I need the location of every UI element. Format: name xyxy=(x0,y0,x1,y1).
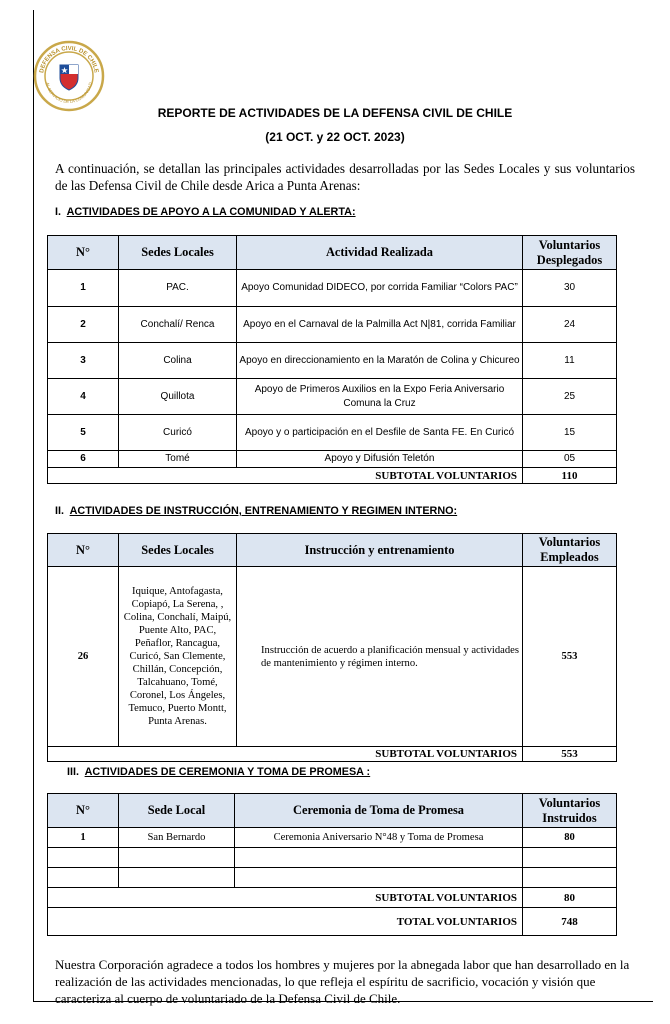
section-2-title: ACTIVIDADES DE INSTRUCCIÓN, ENTRENAMIENTO Y REGIMEN INTERNO: xyxy=(69,505,458,517)
subtotal-row xyxy=(48,468,617,484)
page-border-left xyxy=(33,10,34,1002)
row-actividad: Apoyo en el Carnaval de la Palmilla Act N|81, corrida Familiar xyxy=(237,307,523,343)
table-row-empty xyxy=(48,868,617,888)
row-sedes-list: Iquique, Antofagasta, Copiapó, La Serena, , Colina, Conchalí, Maipú, Puente Alto, PAC, Peñaflor, Rancagua, Curicó, San Clemente, Chillán, Concepción, Talcahuano, Tomé, Coronel, Los Ángeles, Temuco, Puerto Montt, Punta Arenas. xyxy=(119,567,237,747)
row-actividad: Apoyo y o participación en el Desfile de Santa FE. En Curicó xyxy=(237,415,523,451)
row-number: 5 xyxy=(48,415,119,451)
table-apoyo-comunidad xyxy=(47,235,617,484)
subtotal-label: SUBTOTAL VOLUNTARIOS xyxy=(48,747,523,762)
header-n: N° xyxy=(48,794,119,828)
header-voluntarios: Voluntarios Instruidos xyxy=(523,794,617,828)
section-3-number: III. xyxy=(67,766,79,778)
subtotal-row xyxy=(48,747,617,762)
section-2-number: II. xyxy=(55,505,64,517)
row-voluntarios: 25 xyxy=(523,379,617,415)
row-voluntarios: 05 xyxy=(523,451,617,468)
table-row xyxy=(48,451,617,468)
row-sede: Curicó xyxy=(119,415,237,451)
section-3-title: ACTIVIDADES DE CEREMONIA Y TOMA DE PROMESA : xyxy=(84,766,371,778)
row-number: 4 xyxy=(48,379,119,415)
page-subtitle: (21 OCT. y 22 OCT. 2023) xyxy=(265,130,405,144)
table-row xyxy=(48,270,617,307)
row-number: 1 xyxy=(48,828,119,848)
defensa-civil-logo xyxy=(33,40,105,112)
row-sede: Quillota xyxy=(119,379,237,415)
subtotal-label: SUBTOTAL VOLUNTARIOS xyxy=(48,888,523,908)
header-voluntarios: Voluntarios Desplegados xyxy=(523,236,617,270)
table-row xyxy=(48,343,617,379)
section-3-heading xyxy=(67,766,370,778)
table-header-row xyxy=(48,236,617,270)
section-1-number: I. xyxy=(55,206,61,218)
table-header-row xyxy=(48,534,617,567)
table-row xyxy=(48,379,617,415)
header-sede: Sede Local xyxy=(119,794,235,828)
subtotal-value: 80 xyxy=(523,888,617,908)
page-title: REPORTE DE ACTIVIDADES DE LA DEFENSA CIVIL DE CHILE xyxy=(157,106,513,120)
subtotal-value: 110 xyxy=(523,468,617,484)
row-voluntarios: 11 xyxy=(523,343,617,379)
row-ceremonia: Ceremonia Aniversario N°48 y Toma de Promesa xyxy=(235,828,523,848)
header-n: N° xyxy=(48,236,119,270)
row-sede: Colina xyxy=(119,343,237,379)
row-sede: PAC. xyxy=(119,270,237,307)
row-number: 2 xyxy=(48,307,119,343)
svg-text:AL SERVICIO DE LA COMUNIDAD: AL SERVICIO DE LA COMUNIDAD xyxy=(45,81,93,105)
row-actividad: Apoyo de Primeros Auxilios en la Expo Feria Aniversario Comuna la Cruz xyxy=(237,379,523,415)
row-voluntarios: 80 xyxy=(523,828,617,848)
subtotal-row xyxy=(48,888,617,908)
total-row xyxy=(48,908,617,936)
row-number: 3 xyxy=(48,343,119,379)
header-sedes: Sedes Locales xyxy=(119,534,237,567)
row-sede: Conchalí/ Renca xyxy=(119,307,237,343)
row-voluntarios: 15 xyxy=(523,415,617,451)
row-actividad: Apoyo en direccionamiento en la Maratón de Colina y Chicureo xyxy=(237,343,523,379)
table-row xyxy=(48,567,617,747)
table-row xyxy=(48,828,617,848)
row-sede: San Bernardo xyxy=(119,828,235,848)
table-row-empty xyxy=(48,848,617,868)
table-row xyxy=(48,307,617,343)
header-n: N° xyxy=(48,534,119,567)
section-2-heading xyxy=(55,505,457,517)
table-instruccion xyxy=(47,533,617,762)
total-label: TOTAL VOLUNTARIOS xyxy=(48,908,523,936)
row-actividad: Apoyo Comunidad DIDECO, por corrida Familiar “Colors PAC” xyxy=(237,270,523,307)
row-actividad: Apoyo y Difusión Teletón xyxy=(237,451,523,468)
row-voluntarios: 24 xyxy=(523,307,617,343)
table-ceremonia xyxy=(47,793,617,936)
row-sede: Tomé xyxy=(119,451,237,468)
row-voluntarios: 553 xyxy=(523,567,617,747)
closing-paragraph: Nuestra Corporación agradece a todos los hombres y mujeres por la abnegada labor que han desarrollado en la realización de las actividades mencionadas, lo que refleja el espíritu de sacrificio, vocación y visión que caracteriza al cuerpo de voluntariado de la Defensa Civil de Chile. xyxy=(55,957,630,1006)
row-number: 1 xyxy=(48,270,119,307)
row-number: 26 xyxy=(48,567,119,747)
subtotal-label: SUBTOTAL VOLUNTARIOS xyxy=(48,468,523,484)
total-value: 748 xyxy=(523,908,617,936)
row-voluntarios: 30 xyxy=(523,270,617,307)
header-ceremonia: Ceremonia de Toma de Promesa xyxy=(235,794,523,828)
intro-paragraph: A continuación, se detallan las principales actividades desarrolladas por las Sedes Locales y sus voluntarios de las Defensa Civil de Chile desde Arica a Punta Arenas: xyxy=(55,161,635,193)
header-instruccion: Instrucción y entrenamiento xyxy=(237,534,523,567)
table-row xyxy=(48,415,617,451)
section-1-heading xyxy=(55,206,356,218)
header-actividad: Actividad Realizada xyxy=(237,236,523,270)
section-1-title: ACTIVIDADES DE APOYO A LA COMUNIDAD Y ALERTA: xyxy=(66,206,356,218)
header-sedes: Sedes Locales xyxy=(119,236,237,270)
svg-text:DEFENSA CIVIL DE CHILE: DEFENSA CIVIL DE CHILE xyxy=(39,45,99,74)
row-number: 6 xyxy=(48,451,119,468)
row-instruccion: Instrucción de acuerdo a planificación mensual y actividades de mantenimiento y régimen interno. xyxy=(237,567,523,747)
table-header-row xyxy=(48,794,617,828)
subtotal-value: 553 xyxy=(523,747,617,762)
header-voluntarios: Voluntarios Empleados xyxy=(523,534,617,567)
